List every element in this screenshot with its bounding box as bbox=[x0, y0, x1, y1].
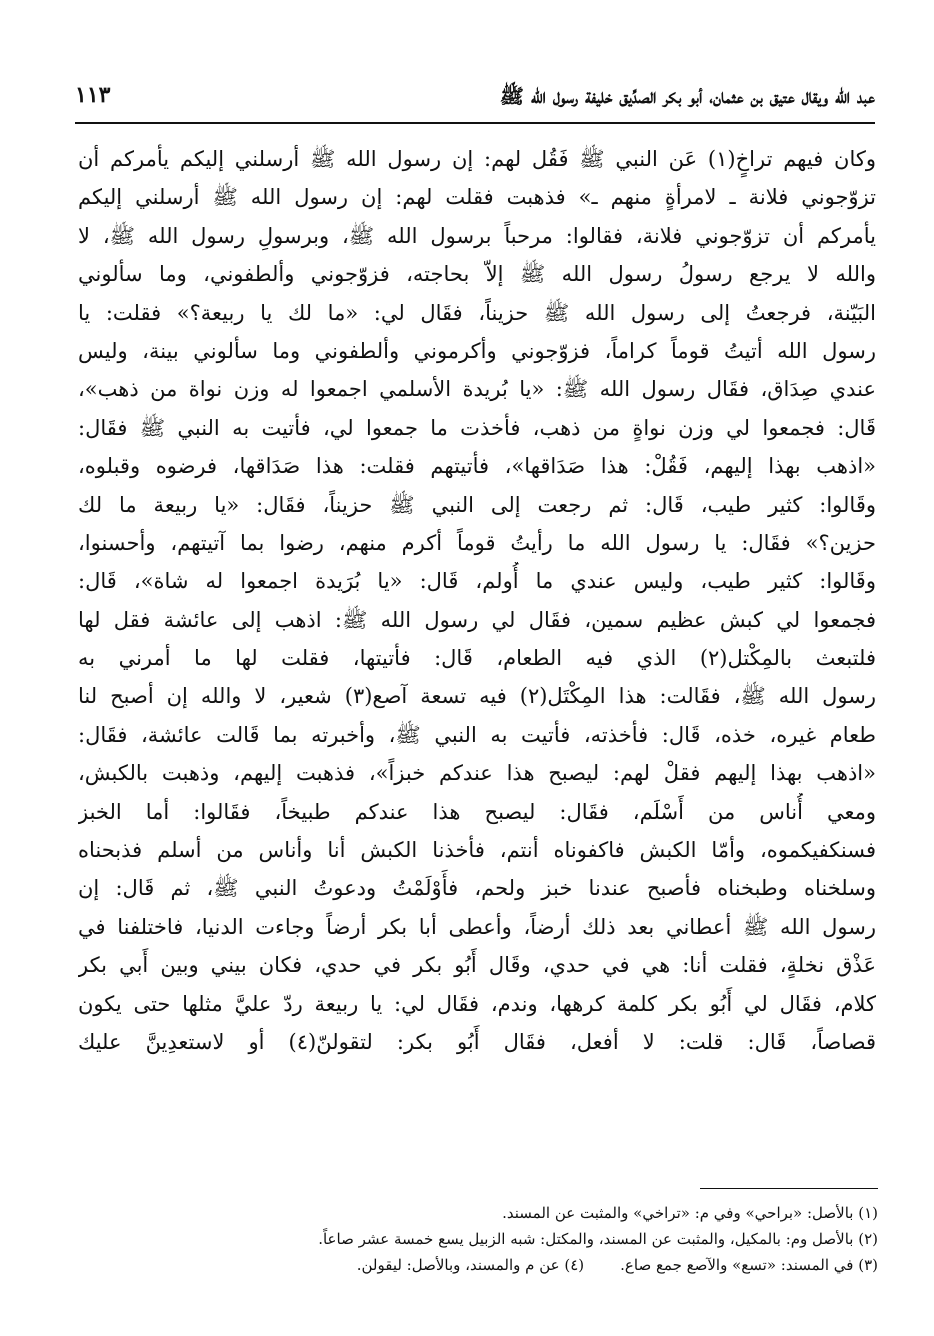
text-line: «اذهب بهذا إليهم فقلْ لهم: ليصبح هذا عندكم خبزاً»، فذهبت إليهم، وذهبت بالكبش، bbox=[78, 761, 876, 786]
footnotes bbox=[130, 1200, 878, 1278]
text-line: حزين؟» فقَال: يا رسول الله ما رأيتُ قوماً أكرم منهم، رضوا بما آتيتهم، وأحسنوا، bbox=[78, 530, 876, 555]
text-line: قَال: فجمعوا لي وزن نواةٍ من ذهب، فأخذت ما جمعوا لي، فأتيت به النبي ﷺ فقَال: bbox=[78, 415, 876, 440]
text-line: عَذْق نخلةٍ، فقلت أنا: هي في حدي، وقَال أَبُو بكر في حدي، فكان بيني وبين أَبي بكر bbox=[78, 953, 876, 978]
text-line: تزوّجوني فلانة ـ لامرأةٍ منهم ـ» فذهبت فقلت لهم: إن رسول الله ﷺ أرسلني إليكم bbox=[78, 185, 876, 210]
text-line: وكان فيهم تراخٍ(١) عَن النبي ﷺ فَقُل لهم: إن رسول الله ﷺ أرسلني إليكم يأمركم أن bbox=[78, 147, 876, 171]
page-number: ١١٣ bbox=[75, 82, 111, 108]
text-line: يأمركم أن تزوّجوني فلانة، فقالوا: مرحباً برسول الله ﷺ، وبرسولِ رسول الله ﷺ، لا bbox=[78, 223, 876, 248]
text-line: رسول الله ﷺ أعطاني بعد ذلك أرضاً، وأعطى أبا بكر أرضاً وجاءت الدنيا، فاختلفنا في bbox=[78, 914, 876, 939]
footnote-4: (٤) عن م والمسند، وبالأصل: ليقولن. bbox=[356, 1256, 585, 1274]
footnote-row-3-4 bbox=[130, 1252, 878, 1278]
running-header bbox=[75, 78, 875, 118]
text-line: ومعي أُناس من أَسْلَم، فقَال: ليصبح هذا عندكم طبيخاً، فقَالوا: أما الخبز bbox=[78, 799, 876, 824]
text-line: طعام غيره، خذه، قَال: فأخذته، فأتيت به النبي ﷺ، وأخبرته بما قَالت عائشة، فقَال: bbox=[78, 722, 876, 747]
header-divider bbox=[75, 122, 875, 124]
footnote-3: (٣) في المسند: «تسع» والآصع جمع صاع. bbox=[620, 1256, 878, 1274]
text-line: وقَالوا: كثير طيب، وليس عندي ما أُولم، قَال: «يا بُرَيدة اجمعوا له شاة»، قَال: bbox=[78, 569, 876, 594]
text-line: «اذهب بهذا إليهم، فَقُلْ: هذا صَدَاقها»، فأتيتهم فقلت: هذا صَدَاقها، فرضوه وقبلوه، bbox=[78, 454, 876, 479]
text-line: فسنكفيكموه، وأمّا الكبش فاكفوناه أنتم، فأخذنا الكبش أنا وأناس من أسلم فذبحناه bbox=[78, 838, 876, 863]
text-line: والله لا يرجع رسولُ رسول الله ﷺ إلاّ بحاجته، فزوّجوني وألطفوني، وما سألوني bbox=[78, 262, 876, 287]
text-line: رسول الله ﷺ، فقَالت: هذا المِكْتَل(٢) فيه تسعة آصع(٣) شعير، لا والله إن أصبح لنا bbox=[78, 684, 876, 709]
footnote-1: (١) بالأصل: «براحي» وفي م: «تراخي» والمثبت عن المسند. bbox=[502, 1204, 878, 1222]
text-line: وقَالوا: كثير طيب، قَال: ثم رجعت إلى النبي ﷺ حزيناً، فقَال: «يا ربيعة ما لك bbox=[78, 492, 876, 517]
footnote-divider bbox=[700, 1188, 878, 1189]
header-title: عبد الله ويقال عتيق بن عثمان، أبو بكر الصدِّيق خليفة رسول الله ﷺ bbox=[499, 84, 875, 108]
text-line: رسول الله أتيتُ قوماً كراماً، فزوّجوني وأكرموني وألطفوني وما سألوني بينة، وليس bbox=[78, 338, 876, 363]
text-line: البَيّنة، فرجعتُ إلى رسول الله ﷺ حزيناً، فقَال لي: «ما لك يا ربيعة؟» فقلت: يا bbox=[78, 300, 876, 325]
text-line: فلتبعث بالمِكْتل(٢) الذي فيه الطعام، قَال: فأتيتها، فقلت لها ما أمرني به bbox=[78, 646, 876, 671]
text-line: وسلخناه وطبخناه فأصبح عندنا خبز ولحم، فأَوْلَمْتُ ودعوتُ النبي ﷺ، ثم قَال: إن bbox=[78, 876, 876, 901]
main-text bbox=[78, 140, 876, 1061]
text-line: كلام، فقَال لي أَبُو بكر كلمة كرهها، وندم، فقَال لي: يا ربيعة ردّ عليَّ مثلها حتى يكون bbox=[78, 991, 876, 1016]
footnote-2: (٢) بالأصل وم: بالمكيل، والمثبت عن المسند، والمكتل: شبه الزبيل يسع خمسة عشر صاعاً. bbox=[318, 1230, 878, 1248]
text-line: قصاصاً، قَال: قلت: لا أفعل، فقَال أَبُو بكر: لتقولنّ(٤) أو لاستعدِينَّ عليك bbox=[78, 1029, 876, 1054]
text-line: عندي صِدَاق، فقَال رسول الله ﷺ: «يا بُريدة الأسلمي اجمعوا له وزن نواة من ذهب»، bbox=[78, 377, 876, 402]
text-line: فجمعوا لي كبش عظيم سمين، فقَال لي رسول الله ﷺ: اذهب إلى عائشة فقل لها bbox=[78, 607, 876, 632]
